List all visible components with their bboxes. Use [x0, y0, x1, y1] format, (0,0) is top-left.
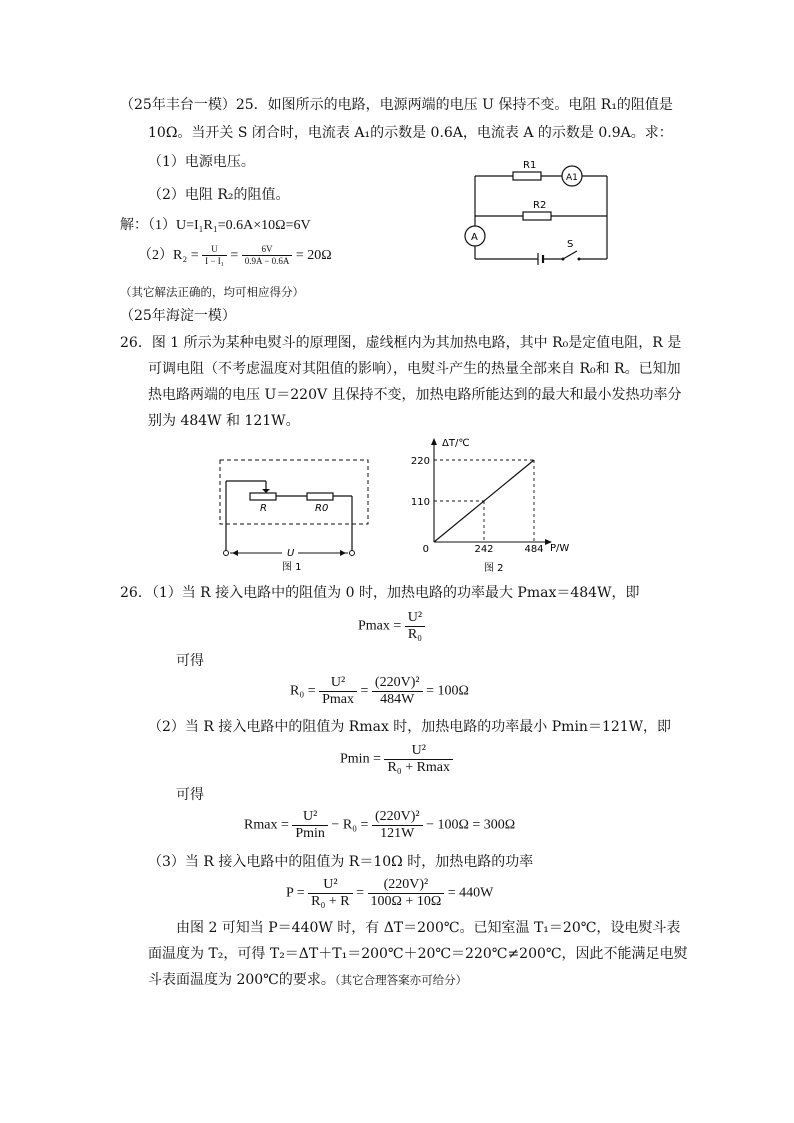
sol-eq-4: Rmax = $\frac{\text{U²}}{Pmin}$ − R₀ = $\frac{\text{(220V)²}}{121W}$ − 100Ω = 300Ω [244, 809, 516, 841]
q26-line-2: 可调电阻（不考虑温度对其阻值的影响），电熨斗产生的热量全部来自 R₀和 R。已知加 [148, 361, 681, 377]
q25-solution-2: （2）R₂ = $\frac{U}{\text{I − I₁}}$ = $\frac{6V}{0.9A - 0.6A}$ = 20Ω [138, 244, 332, 267]
q25-s2-frac2: $\frac{6V}{0.9A - 0.6A}$ [242, 244, 293, 267]
sol-part-2: （2）当 R 接入电路中的阻值为 Rmax 时，加热电路的功率最小 Pmin＝121W，即 [148, 719, 672, 735]
circuit-r1-label: R1 [523, 160, 537, 171]
sol-eq-1: Pmax = $\frac{\text{U²}}{\text{R₀}}$ [358, 610, 425, 643]
q25-part-1: （1）电源电压。 [148, 154, 255, 170]
sol-conclusion-2: 面温度为 T₂，可得 T₂＝ΔT＋T₁＝200℃＋20℃＝220℃≠200℃，因此不能满足电熨 [148, 946, 688, 962]
q25-s2-result: = 20Ω [295, 248, 332, 263]
sol-kede-2: 可得 [176, 787, 204, 803]
sol-conclusion-3: 斗表面温度为 200℃的要求。（其它合理答案亦可给分） [148, 972, 468, 988]
fig1-r-label: R [260, 503, 267, 514]
circuit-s-label: S [567, 239, 574, 250]
fig2-xlabel: P/W [550, 543, 570, 554]
fig1-r0-label: R0 [315, 503, 329, 514]
q25-part-2: （2）电阻 R₂的阻值。 [148, 187, 290, 203]
q26-line-4: 别为 484W 和 121W。 [148, 413, 300, 429]
q25-s2-frac1: $\frac{U}{\text{I − I₁}}$ [202, 244, 227, 267]
q25-line-2: 10Ω。当开关 S 闭合时，电流表 A₁的示数是 0.6A，电流表 A 的示数是 0.9A。求： [148, 125, 673, 141]
circuit-a1-label: A1 [566, 173, 578, 183]
q26-source: （25年海淀一模） [120, 308, 236, 324]
fig2-ylabel: ΔT/℃ [442, 438, 470, 449]
q25-solution-1: 解：（1）U=I₁R₁=0.6A×10Ω=6V [120, 218, 311, 233]
sol-eq-5: P = $\frac{\text{U²}}{\text{R₀ + R}}$ = $\frac{\text{(220V)²}}{100\Omega + 10\Omega}$ = 440W [286, 877, 494, 909]
q25-circuit-diagram [455, 155, 615, 265]
q25-s2-prefix: （2）R₂ = [138, 248, 199, 263]
circuit-a-label: A [471, 232, 478, 243]
y-tick-label: 110 [410, 497, 430, 508]
y-tick-label: 220 [410, 456, 430, 467]
q25-line-1: （25年丰台一模）25．如图所示的电路，电源两端的电压 U 保持不变。电阻 R₁的阻值是 [120, 97, 673, 113]
figure-2-chart [400, 432, 590, 578]
x-tick-label: 242 [474, 544, 494, 555]
x-tick-label: 484 [524, 544, 544, 555]
sol-part-1: 26．（1）当 R 接入电路中的阻值为 0 时，加热电路的功率最大 Pmax＝484W，即 [120, 585, 640, 601]
fig1-u-label: U [287, 548, 295, 559]
circuit-r2-label: R2 [533, 200, 547, 211]
q25-note: （其它解法正确的，均可相应得分） [120, 285, 304, 299]
figure-1-caption: 图 1 [282, 562, 302, 573]
sol-kede-1: 可得 [176, 653, 204, 669]
fig2-origin: 0 [422, 544, 429, 555]
figure-2-caption: 图 2 [484, 563, 504, 574]
q26-line-3: 热电路两端的电压 U＝220V 且保持不变，加热电路所能达到的最大和最小发热功率分 [148, 387, 682, 403]
sol-eq-3: Pmin = $\frac{\text{U²}}{\text{R₀ + Rmax}}$ [340, 743, 453, 776]
q26-line-1: 26．图 1 所示为某种电熨斗的原理图，虚线框内为其加热电路，其中 R₀是定值电阻，R 是 [120, 335, 682, 351]
sol-part-3: （3）当 R 接入电路中的阻值为 R＝10Ω 时，加热电路的功率 [148, 854, 534, 870]
figure-1-circuit [210, 455, 370, 575]
sol-conclusion-1: 由图 2 可知当 P＝440W 时，有 ΔT＝200℃。已知室温 T₁＝20℃，设电熨斗表 [176, 920, 681, 936]
sol-eq-2: R₀ = $\frac{\text{U²}}{Pmax}$ = $\frac{\text{(220V)²}}{484W}$ = 100Ω [290, 675, 469, 707]
